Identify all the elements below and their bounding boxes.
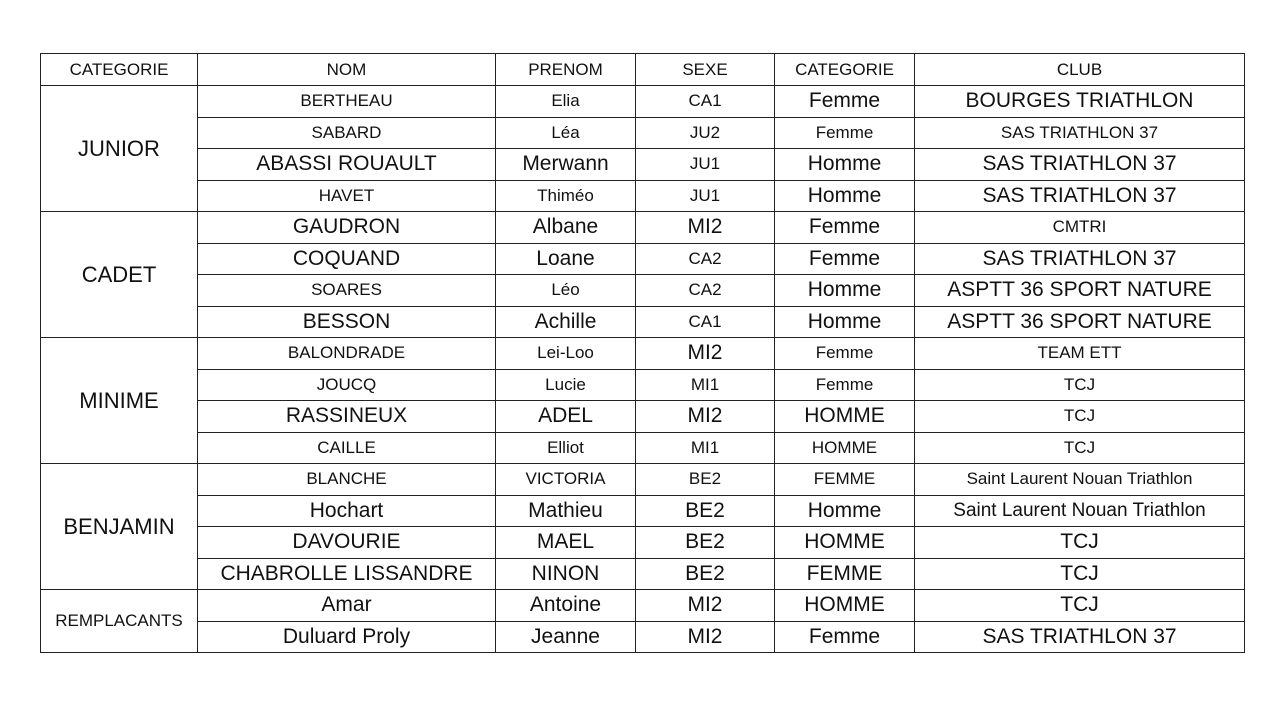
cell-prenom: Antoine: [496, 590, 636, 622]
cell-nom: HAVET: [198, 180, 496, 212]
table-row: [41, 558, 1245, 590]
table-row: [41, 495, 1245, 527]
header-categorie-2: CATEGORIE: [775, 54, 915, 86]
cell-prenom: Albane: [496, 212, 636, 244]
cell-club: CMTRI: [915, 212, 1245, 244]
cell-club: ASPTT 36 SPORT NATURE: [915, 275, 1245, 307]
table-row: [41, 117, 1245, 149]
group-benjamin: BENJAMIN: [41, 464, 198, 590]
table-row: [41, 243, 1245, 275]
cell-sexe: MI1: [636, 369, 775, 401]
cell-sexe: CA1: [636, 86, 775, 118]
cell-sexe: CA2: [636, 275, 775, 307]
cell-prenom: NINON: [496, 558, 636, 590]
cell-club: TCJ: [915, 432, 1245, 464]
cell-categorie: HOMME: [775, 590, 915, 622]
group-remplacants: REMPLACANTS: [41, 590, 198, 653]
cell-prenom: Léo: [496, 275, 636, 307]
table-row: [41, 86, 1245, 118]
team-roster-sheet: [40, 53, 1244, 653]
cell-categorie: Femme: [775, 117, 915, 149]
cell-club: TCJ: [915, 590, 1245, 622]
cell-categorie: Homme: [775, 306, 915, 338]
table-row: [41, 527, 1245, 559]
cell-club: ASPTT 36 SPORT NATURE: [915, 306, 1245, 338]
header-row: [41, 54, 1245, 86]
cell-sexe: MI2: [636, 212, 775, 244]
table-row: [41, 621, 1245, 653]
cell-nom: GAUDRON: [198, 212, 496, 244]
cell-categorie: Femme: [775, 338, 915, 370]
cell-nom: JOUCQ: [198, 369, 496, 401]
cell-club: TCJ: [915, 401, 1245, 433]
header-club: CLUB: [915, 54, 1245, 86]
group-minime: MINIME: [41, 338, 198, 464]
cell-sexe: BE2: [636, 527, 775, 559]
cell-nom: BESSON: [198, 306, 496, 338]
cell-categorie: Femme: [775, 212, 915, 244]
cell-sexe: BE2: [636, 495, 775, 527]
cell-prenom: ADEL: [496, 401, 636, 433]
cell-nom: BALONDRADE: [198, 338, 496, 370]
cell-club: TCJ: [915, 527, 1245, 559]
table-row: [41, 212, 1245, 244]
cell-prenom: MAEL: [496, 527, 636, 559]
cell-prenom: Merwann: [496, 149, 636, 181]
cell-categorie: Femme: [775, 86, 915, 118]
cell-sexe: JU1: [636, 149, 775, 181]
team-roster-table: [40, 53, 1245, 653]
group-cadet: CADET: [41, 212, 198, 338]
table-row: [41, 306, 1245, 338]
table-row: [41, 464, 1245, 496]
cell-nom: CHABROLLE LISSANDRE: [198, 558, 496, 590]
cell-prenom: Achille: [496, 306, 636, 338]
cell-categorie: Homme: [775, 149, 915, 181]
cell-sexe: BE2: [636, 464, 775, 496]
cell-nom: DAVOURIE: [198, 527, 496, 559]
cell-nom: BLANCHE: [198, 464, 496, 496]
cell-nom: SABARD: [198, 117, 496, 149]
cell-sexe: CA2: [636, 243, 775, 275]
table-row: [41, 590, 1245, 622]
cell-club: SAS TRIATHLON 37: [915, 117, 1245, 149]
cell-categorie: Homme: [775, 180, 915, 212]
cell-nom: ABASSI ROUAULT: [198, 149, 496, 181]
header-nom: NOM: [198, 54, 496, 86]
table-row: [41, 401, 1245, 433]
cell-categorie: HOMME: [775, 401, 915, 433]
header-prenom: PRENOM: [496, 54, 636, 86]
cell-prenom: VICTORIA: [496, 464, 636, 496]
table-row: [41, 432, 1245, 464]
cell-sexe: MI2: [636, 621, 775, 653]
cell-nom: RASSINEUX: [198, 401, 496, 433]
cell-nom: BERTHEAU: [198, 86, 496, 118]
cell-club: Saint Laurent Nouan Triathlon: [915, 495, 1245, 527]
cell-prenom: Jeanne: [496, 621, 636, 653]
cell-categorie: Homme: [775, 275, 915, 307]
cell-categorie: Homme: [775, 495, 915, 527]
group-junior: JUNIOR: [41, 86, 198, 212]
header-sexe: SEXE: [636, 54, 775, 86]
cell-club: SAS TRIATHLON 37: [915, 621, 1245, 653]
table-row: [41, 369, 1245, 401]
cell-club: BOURGES TRIATHLON: [915, 86, 1245, 118]
cell-sexe: MI1: [636, 432, 775, 464]
cell-sexe: MI2: [636, 401, 775, 433]
cell-categorie: Femme: [775, 621, 915, 653]
table-row: [41, 275, 1245, 307]
cell-prenom: Mathieu: [496, 495, 636, 527]
cell-nom: Duluard Proly: [198, 621, 496, 653]
cell-prenom: Lei-Loo: [496, 338, 636, 370]
cell-categorie: HOMME: [775, 527, 915, 559]
cell-prenom: Lucie: [496, 369, 636, 401]
header-categorie: CATEGORIE: [41, 54, 198, 86]
cell-nom: CAILLE: [198, 432, 496, 464]
table-row: [41, 149, 1245, 181]
cell-sexe: JU2: [636, 117, 775, 149]
cell-prenom: Elliot: [496, 432, 636, 464]
cell-sexe: JU1: [636, 180, 775, 212]
cell-prenom: Thiméo: [496, 180, 636, 212]
cell-categorie: HOMME: [775, 432, 915, 464]
table-row: [41, 338, 1245, 370]
table-row: [41, 180, 1245, 212]
cell-prenom: Elia: [496, 86, 636, 118]
cell-prenom: Léa: [496, 117, 636, 149]
cell-categorie: Femme: [775, 369, 915, 401]
cell-club: SAS TRIATHLON 37: [915, 180, 1245, 212]
cell-nom: COQUAND: [198, 243, 496, 275]
cell-nom: Hochart: [198, 495, 496, 527]
cell-club: TCJ: [915, 558, 1245, 590]
cell-sexe: BE2: [636, 558, 775, 590]
cell-club: TEAM ETT: [915, 338, 1245, 370]
cell-nom: SOARES: [198, 275, 496, 307]
cell-categorie: Femme: [775, 243, 915, 275]
cell-categorie: FEMME: [775, 558, 915, 590]
cell-nom: Amar: [198, 590, 496, 622]
cell-sexe: MI2: [636, 590, 775, 622]
cell-club: SAS TRIATHLON 37: [915, 149, 1245, 181]
cell-sexe: MI2: [636, 338, 775, 370]
cell-categorie: FEMME: [775, 464, 915, 496]
cell-club: SAS TRIATHLON 37: [915, 243, 1245, 275]
cell-club: TCJ: [915, 369, 1245, 401]
cell-club: Saint Laurent Nouan Triathlon: [915, 464, 1245, 496]
cell-sexe: CA1: [636, 306, 775, 338]
cell-prenom: Loane: [496, 243, 636, 275]
